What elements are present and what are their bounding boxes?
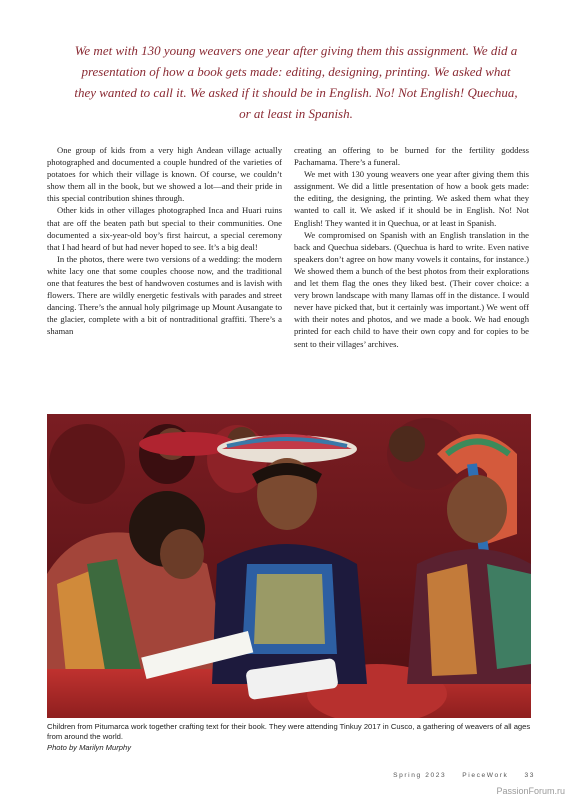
watermark: PassionForum.ru xyxy=(496,786,565,796)
paragraph: One group of kids from a very high Andean village actually photographed and documented a couple hundred of the varieties of potatoes for which their village is known. Of course, we couldn’t show them all in the book, but we showed a lot—and their pride in this special contribution shines through. xyxy=(47,145,282,204)
paragraph: In the photos, there were two versions of a wedding: the modern white lacy one that some couples choose now, and the traditional one that features the best of handwoven costumes and is lavish with flowers. There are wildly energetic festivals with parades and street dancing. There’s the annual holy pilgrimage up Mount Ausangate to the glacier, complete with a bit of nontraditional graffiti. There’s a shaman xyxy=(47,253,282,337)
caption-text: Children from Pitumarca work together crafting text for their book. They were attending Tinkuy 2017 in Cusco, a gathering of weavers of all ages from around the world. xyxy=(47,722,531,742)
photo-caption xyxy=(47,722,537,753)
page-footer xyxy=(393,772,535,779)
paragraph: creating an offering to be burned for the fertility goddess Pachamama. There’s a funeral. xyxy=(294,145,529,168)
feature-photo xyxy=(47,414,531,718)
photo-illustration xyxy=(47,414,531,718)
paragraph: We compromised on Spanish with an English translation in the back and Quechua sidebars. (Quechua is hard to write. Even native speakers don’t agree on how many vowels it contains, for instance.) We showed them a bunch of the best photos from their explorations and let them flag the ones they liked best. (Their cover choice: a very brown landscape with many llamas off in the distance. I would never have picked that, but it certainly was important.) We went off with their notes and photos, and we made a book. We had enough printed for each child to have their own copy and for copies to be sent to their villages’ archives. xyxy=(294,229,529,349)
year-text: 2023 xyxy=(425,772,447,779)
pull-quote: We met with 130 young weavers one year after giving them this assignment. We did a presentation of how a book gets made: editing, designing, printing. We asked what they wanted to call it. We asked if it should be in English. No! Not English! Quechua, or at least in Spanish. xyxy=(74,43,518,121)
photo-credit: Photo by Marilyn Murphy xyxy=(47,742,131,752)
body-column-right xyxy=(294,144,529,350)
paragraph: We met with 130 young weavers one year after giving them this assignment. We did a little presentation of how a book gets made: the editing, the designing, the printing. We asked them what they wanted to call it. We asked if it should be in English. No! Not English! They wanted it in Quechua, or at least in Spanish. xyxy=(294,169,529,228)
footer-season xyxy=(393,772,446,779)
paragraph: Other kids in other villages photographed Inca and Huari ruins that are off the beaten path but special to their communities. One documented a six-year-old boy’s first haircut, a special ceremony that I had heard of but had never hoped to see. It’s a big deal! xyxy=(47,205,282,252)
footer-magazine: PieceWork xyxy=(462,772,509,779)
season-text: Spring xyxy=(393,772,422,779)
body-column-left xyxy=(47,144,282,338)
page-number: 33 xyxy=(524,772,535,779)
